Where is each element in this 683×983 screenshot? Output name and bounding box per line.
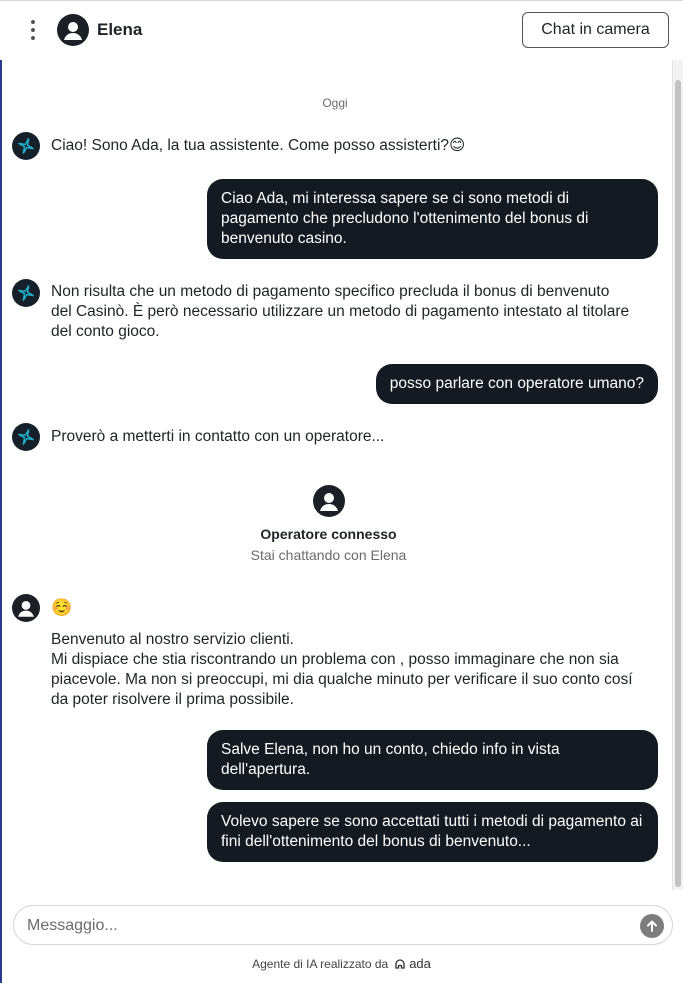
user-message-bubble: Volevo sapere se sono accettati tutti i metodi di pagamento ai fini dell'ottenimento del bonus di benvenuto... bbox=[207, 802, 658, 862]
send-arrow-icon[interactable] bbox=[640, 914, 664, 938]
kebab-menu-icon[interactable] bbox=[24, 16, 42, 44]
operator-connected-subtitle: Stai chattando con Elena bbox=[250, 547, 407, 563]
footer-text: Agente di IA realizzato da bbox=[252, 956, 389, 971]
ada-brand-label: ada bbox=[409, 956, 431, 971]
message-input[interactable] bbox=[27, 914, 627, 938]
ada-brand-icon bbox=[394, 958, 406, 970]
ada-bot-logo-icon bbox=[12, 279, 40, 307]
operator-avatar-icon bbox=[313, 485, 345, 517]
user-message-bubble: Ciao Ada, mi interessa sapere se ci sono metodi di pagamento che precludono l'ottenimento del bonus di benvenuto casino. bbox=[207, 179, 658, 259]
ada-brand-link[interactable] bbox=[394, 956, 431, 971]
ada-bot-logo-icon bbox=[12, 132, 40, 160]
window-left-edge bbox=[0, 0, 2, 983]
ada-bot-logo-icon bbox=[12, 423, 40, 451]
chat-in-camera-button[interactable]: Chat in camera bbox=[522, 12, 669, 48]
operator-connected-title: Operatore connesso bbox=[260, 526, 397, 542]
agent-name: Elena bbox=[97, 20, 143, 39]
agent-message: Benvenuto al nostro servizio clienti. Mi dispiace che stia riscontrando un problema con , posso immaginare che non sia piacevole. Ma non si preoccupi, mi dia qualche minuto per verificare il suo conto cosí da poter risolvere il prima possibile. bbox=[51, 631, 633, 708]
agent-message-emoji: ☺️ bbox=[51, 598, 73, 617]
agent-avatar-icon bbox=[57, 14, 89, 46]
date-separator: Oggi bbox=[322, 96, 348, 110]
agent-avatar-icon bbox=[12, 594, 40, 622]
message-composer bbox=[13, 905, 673, 945]
chat-header bbox=[0, 0, 683, 60]
powered-by-footer bbox=[0, 956, 683, 971]
top-border bbox=[0, 0, 683, 1]
bot-message: Non risulta che un metodo di pagamento specifico precluda il bonus di benvenuto del Casinò. È però necessario utilizzare un metodo di pagamento intestato al titolare del conto gioco. bbox=[51, 283, 630, 340]
bot-message: Proverò a metterti in contatto con un operatore... bbox=[51, 428, 385, 445]
scrollbar-thumb[interactable] bbox=[675, 80, 681, 887]
user-message-bubble: posso parlare con operatore umano? bbox=[376, 364, 658, 404]
bot-message: Ciao! Sono Ada, la tua assistente. Come posso assisterti?😊 bbox=[51, 137, 466, 154]
user-message-bubble: Salve Elena, non ho un conto, chiedo info in vista dell'apertura. bbox=[207, 730, 658, 790]
